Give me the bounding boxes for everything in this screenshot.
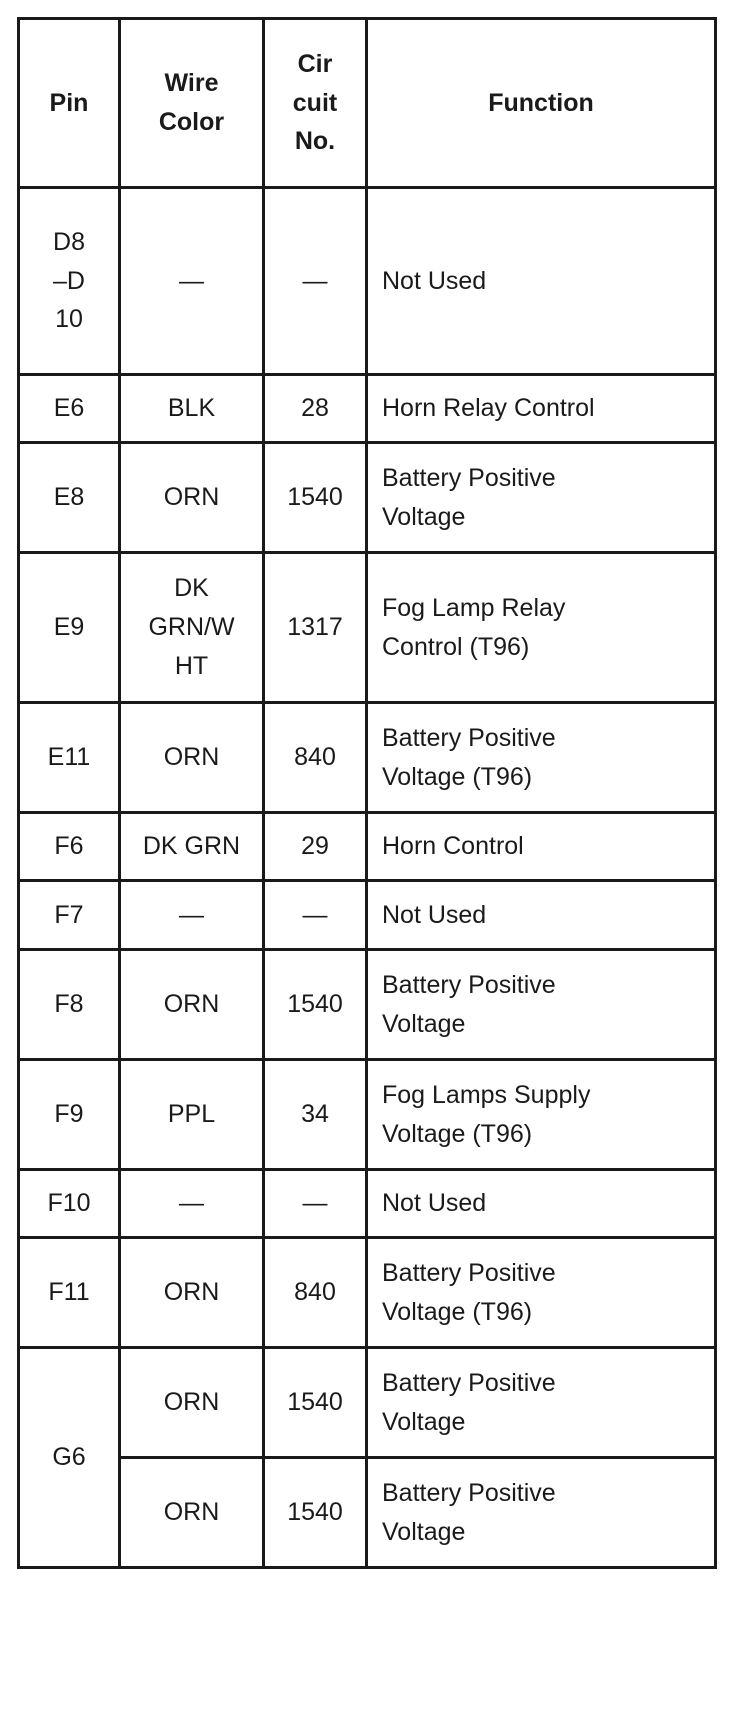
table-row: [19, 1060, 716, 1170]
circuit-cell: 1540: [264, 1458, 367, 1568]
table-row: [19, 1348, 716, 1458]
header-circuit-no: Cir cuit No.: [264, 19, 367, 188]
header-wire-color: Wire Color: [120, 19, 264, 188]
table-row: [19, 553, 716, 703]
pinout-table: [17, 17, 717, 1569]
pin-cell: F10: [19, 1170, 120, 1238]
table-row: [19, 1458, 716, 1568]
circuit-cell: 1540: [264, 443, 367, 553]
pin-cell: F8: [19, 950, 120, 1060]
table-row: [19, 1170, 716, 1238]
function-cell: Not Used: [367, 1170, 716, 1238]
circuit-cell: 28: [264, 375, 367, 443]
header-row: [19, 19, 716, 188]
circuit-cell: —: [264, 881, 367, 950]
function-cell: Not Used: [367, 188, 716, 375]
function-cell: Battery Positive Voltage: [367, 1348, 716, 1458]
wire-color-cell: ORN: [120, 443, 264, 553]
wire-color-cell: ORN: [120, 1238, 264, 1348]
pin-cell: F6: [19, 813, 120, 881]
function-cell: Not Used: [367, 881, 716, 950]
table-row: [19, 881, 716, 950]
pin-cell: E9: [19, 553, 120, 703]
circuit-cell: 1540: [264, 1348, 367, 1458]
table-row: [19, 375, 716, 443]
circuit-cell: 840: [264, 1238, 367, 1348]
table-row: [19, 188, 716, 375]
function-cell: Fog Lamp Relay Control (T96): [367, 553, 716, 703]
pin-cell: E8: [19, 443, 120, 553]
function-cell: Fog Lamps Supply Voltage (T96): [367, 1060, 716, 1170]
pin-cell: F9: [19, 1060, 120, 1170]
table-row: [19, 950, 716, 1060]
header-pin: Pin: [19, 19, 120, 188]
pin-cell: D8 –D 10: [19, 188, 120, 375]
function-cell: Battery Positive Voltage (T96): [367, 1238, 716, 1348]
wire-color-cell: —: [120, 881, 264, 950]
circuit-cell: 1317: [264, 553, 367, 703]
wire-color-cell: DK GRN/W HT: [120, 553, 264, 703]
header-function: Function: [367, 19, 716, 188]
wire-color-cell: PPL: [120, 1060, 264, 1170]
pin-cell: F11: [19, 1238, 120, 1348]
function-cell: Battery Positive Voltage: [367, 443, 716, 553]
table-row: [19, 1238, 716, 1348]
function-cell: Battery Positive Voltage (T96): [367, 703, 716, 813]
table-row: [19, 443, 716, 553]
pin-cell: E11: [19, 703, 120, 813]
circuit-cell: 29: [264, 813, 367, 881]
wire-color-cell: —: [120, 188, 264, 375]
circuit-cell: —: [264, 1170, 367, 1238]
circuit-cell: 840: [264, 703, 367, 813]
table-row: [19, 703, 716, 813]
wire-color-cell: DK GRN: [120, 813, 264, 881]
pin-cell: E6: [19, 375, 120, 443]
circuit-cell: —: [264, 188, 367, 375]
function-cell: Horn Relay Control: [367, 375, 716, 443]
wire-color-cell: ORN: [120, 950, 264, 1060]
wire-color-cell: ORN: [120, 1348, 264, 1458]
function-cell: Horn Control: [367, 813, 716, 881]
pin-cell: F7: [19, 881, 120, 950]
wire-color-cell: BLK: [120, 375, 264, 443]
wire-color-cell: ORN: [120, 1458, 264, 1568]
circuit-cell: 34: [264, 1060, 367, 1170]
function-cell: Battery Positive Voltage: [367, 1458, 716, 1568]
circuit-cell: 1540: [264, 950, 367, 1060]
pin-cell: G6: [19, 1348, 120, 1568]
function-cell: Battery Positive Voltage: [367, 950, 716, 1060]
wire-color-cell: ORN: [120, 703, 264, 813]
table-row: [19, 813, 716, 881]
wire-color-cell: —: [120, 1170, 264, 1238]
